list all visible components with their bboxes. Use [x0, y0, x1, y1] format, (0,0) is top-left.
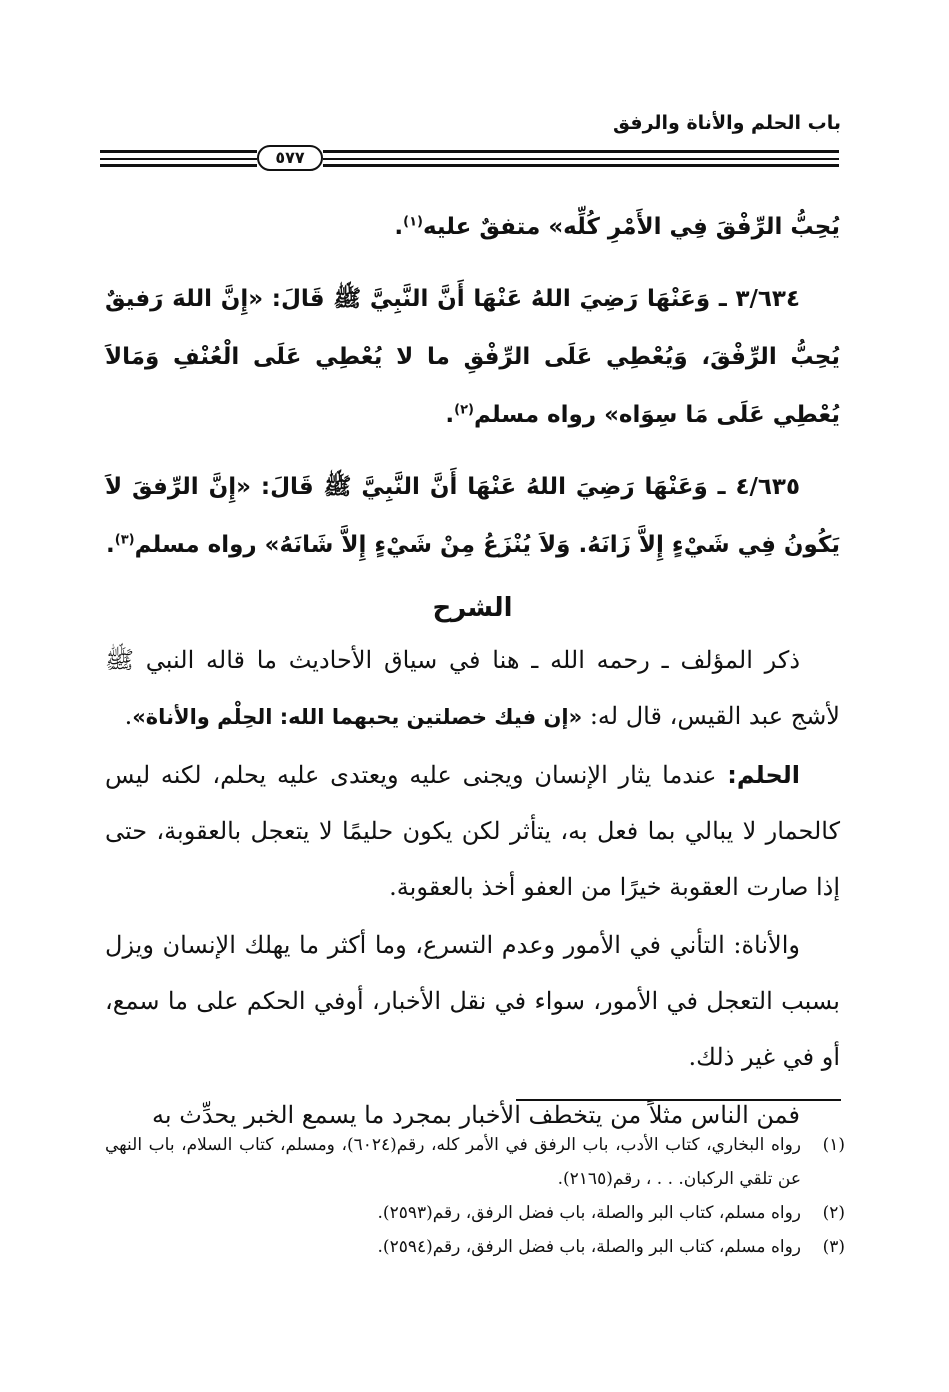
footnote-item: [105, 1230, 845, 1264]
footnote-number: (١): [822, 1135, 845, 1155]
hadith-text: ٣/٦٣٤ ـ وَعَنْهَا رَضِيَ اللهُ عَنْهَا أَنَّ النَّبِيَّ ﷺ قَالَ: «إِنَّ اللهَ رَفيقٌ يُحِبُّ الرِّفْقَ، وَيُعْطِي عَلَى الرِّفْقِ ما لا يُعْطِي عَلَى الْعُنْفِ وَمَالاَ يُعْطِي عَلَى مَا سِوَاه» رواه مسلم: [105, 286, 840, 428]
footnote-ref[interactable]: (٣): [114, 532, 135, 548]
footnote-item: [105, 1128, 845, 1196]
term-label: الحلم:: [727, 761, 800, 789]
footnote-text: رواه مسلم، كتاب البر والصلة، باب فضل الرفق، رقم(٢٥٩٣).: [377, 1203, 801, 1223]
footnote-text: رواه البخاري، كتاب الأدب، باب الرفق في الأمر كله، رقم(٦٠٢٤)، ومسلم، كتاب السلام، باب النهي عن تلقي الركبان. . . ، رقم(٢١٦٥).: [105, 1135, 801, 1189]
footnote-ref[interactable]: (١): [403, 214, 423, 230]
hadith-634: ٣/٦٣٤ ـ وَعَنْهَا رَضِيَ اللهُ عَنْهَا أَنَّ النَّبِيَّ ﷺ قَالَ: «إِنَّ اللهَ رَفيقٌ يُحِبُّ الرِّفْقَ، وَيُعْطِي عَلَى الرِّفْقِ ما لا يُعْطِي عَلَى الْعُنْفِ وَمَالاَ يُعْطِي عَلَى مَا سِوَاه» رواه مسلم$^{(٢)}$.: [105, 286, 840, 428]
hadith-continuation: يُحِبُّ الرِّفْقَ فِي الأَمْرِ كُلِّه» متفقٌ عليه$^{(١)}$.: [394, 214, 840, 240]
hadith-text: ٤/٦٣٥ ـ وَعَنْهَا رَضِيَ اللهُ عَنْهَا أَنَّ النَّبِيَّ ﷺ قَالَ: «إِنَّ الرِّفقَ لاَ يَكُونُ فِي شَيْءٍ إِلاَّ زَانَهُ. وَلاَ يُنْزَعُ مِنْ شَيْءٍ إِلاَّ شَانَهُ» رواه مسلم: [105, 474, 840, 558]
hadith-635: ٤/٦٣٥ ـ وَعَنْهَا رَضِيَ اللهُ عَنْهَا أَنَّ النَّبِيَّ ﷺ قَالَ: «إِنَّ الرِّفقَ لاَ يَكُونُ فِي شَيْءٍ إِلاَّ زَانَهُ. وَلاَ يُنْزَعُ مِنْ شَيْءٍ إِلاَّ شَانَهُ» رواه مسلم$^{(٣)}$.: [105, 474, 840, 558]
term-label: والأناة:: [733, 931, 800, 959]
commentary-paragraph-hilm: الحلم: عندما يثار الإنسان ويجنى عليه ويعتدى عليه يحلم، لكنه ليس كالحمار لا يبالي بما فعل به، يتأثر لكن يكون حليمًا لا يتعجل بالعقوبة، حتى إذا صارت العقوبة خيرًا من العفو أخذ بالعقوبة.: [105, 761, 840, 901]
footnotes: [105, 1128, 845, 1264]
quoted-hadith: «إن فيك خصلتين يحبهما الله: الحِلْم والأناة»: [132, 705, 583, 729]
footnote-separator: [516, 1099, 841, 1101]
header-rule: [100, 145, 839, 171]
hadith-text: يُحِبُّ الرِّفْقَ فِي الأَمْرِ كُلِّه» متفقٌ عليه: [422, 214, 840, 240]
footnote-number: (٣): [822, 1237, 845, 1257]
commentary-paragraph-intro: ذكر المؤلف ـ رحمه الله ـ هنا في سياق الأحاديث ما قاله النبي ﷺ لأشج عبد القيس، قال له: «إن فيك خصلتين يحبهما الله: الحِلْم والأناة».: [105, 646, 840, 730]
commentary-paragraph-news: فمن الناس مثلاً من يتخطف الأخبار بمجرد ما يسمع الخبر يحدِّث به: [152, 1101, 800, 1129]
footnote-number: (٢): [822, 1203, 845, 1223]
footnote-text: رواه مسلم، كتاب البر والصلة، باب فضل الرفق، رقم(٢٥٩٤).: [377, 1237, 801, 1257]
footnote-item: [105, 1196, 845, 1230]
commentary-paragraph-anah: والأناة: التأني في الأمور وعدم التسرع، وما أكثر ما يهلك الإنسان ويزل بسبب التعجل في الأمور، سواء في نقل الأخبار، أوفي الحكم على ما سمع، أو في غير ذلك.: [105, 931, 840, 1071]
footnote-ref[interactable]: (٢): [454, 402, 474, 418]
running-title: باب الحلم والأناة والرفق: [613, 112, 841, 134]
section-heading: الشرح: [432, 593, 513, 623]
main-content: [105, 198, 840, 1145]
page-number: ٥٧٧: [257, 145, 323, 171]
